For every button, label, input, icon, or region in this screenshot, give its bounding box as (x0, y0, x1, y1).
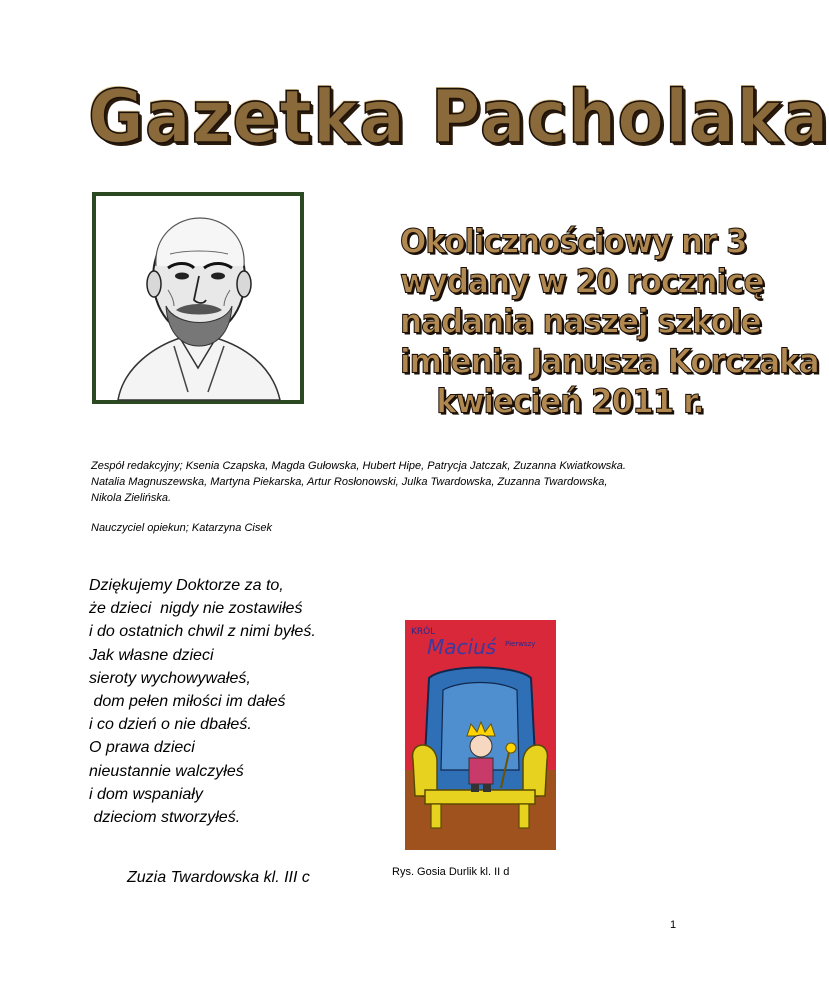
svg-text:KRÓL: KRÓL (411, 627, 436, 637)
poem-verse: i co dzień o nie dbałeś. (89, 716, 252, 734)
editorial-team-line: Natalia Magnuszewska, Martyna Piekarska, Artur Rosłonowski, Julka Twardowska, Zuzanna Twardowska, (91, 476, 608, 488)
portrait-image (92, 192, 304, 404)
throne-drawing-image (405, 620, 556, 850)
occasion-line: wydany w 20 rocznicę (400, 263, 764, 301)
poem-verse: Jak własne dzieci (89, 646, 214, 664)
svg-text:Maciuś: Maciuś (427, 635, 497, 659)
drawing-caption: Rys. Gosia Durlik kl. II d (392, 866, 510, 878)
poem-author: Zuzia Twardowska kl. III c (127, 869, 310, 886)
occasion-line: Okolicznościowy nr 3 (400, 223, 747, 261)
poem-verse: Dziękujemy Doktorze za to, (89, 577, 284, 594)
poem-verse: dom pełen miłości im dałeś (89, 693, 286, 711)
editorial-team-line: Nikola Zielińska. (91, 492, 172, 504)
king-matt-drawing (405, 620, 556, 850)
svg-text:Pierwszy: Pierwszy (505, 640, 536, 648)
newsletter-title: Gazetka Pacholaka (88, 74, 829, 161)
occasion-line: nadania naszej szkole (400, 303, 761, 341)
poem-verse: i do ostatnich chwil z nimi byłeś. (89, 623, 316, 641)
occasion-heading (400, 222, 819, 422)
poem-verse: że dzieci nigdy nie zostawiłeś (89, 600, 303, 618)
occasion-line: imienia Janusza Korczaka (400, 343, 819, 381)
poem-verse: sieroty wychowywałeś, (89, 669, 251, 687)
page-number: 1 (670, 919, 677, 931)
editorial-team (91, 458, 691, 506)
poem-verse: i dom wspaniały (89, 785, 203, 803)
editorial-team-line: Zespół redakcyjny; Ksenia Czapska, Magda Gułowska, Hubert Hipe, Patrycja Jatczak, Zuzanna Kwiatkowska. (91, 460, 626, 472)
occasion-line: kwiecień 2011 r. (436, 383, 704, 421)
poem (89, 574, 409, 829)
poem-verse: O prawa dzieci (89, 739, 195, 757)
poem-verse: dzieciom stworzyłeś. (89, 809, 241, 827)
korczak-portrait-sketch (96, 196, 300, 400)
poem-verse: nieustannie walczyłeś (89, 762, 244, 780)
teacher-supervisor: Nauczyciel opiekun; Katarzyna Cisek (91, 522, 272, 534)
